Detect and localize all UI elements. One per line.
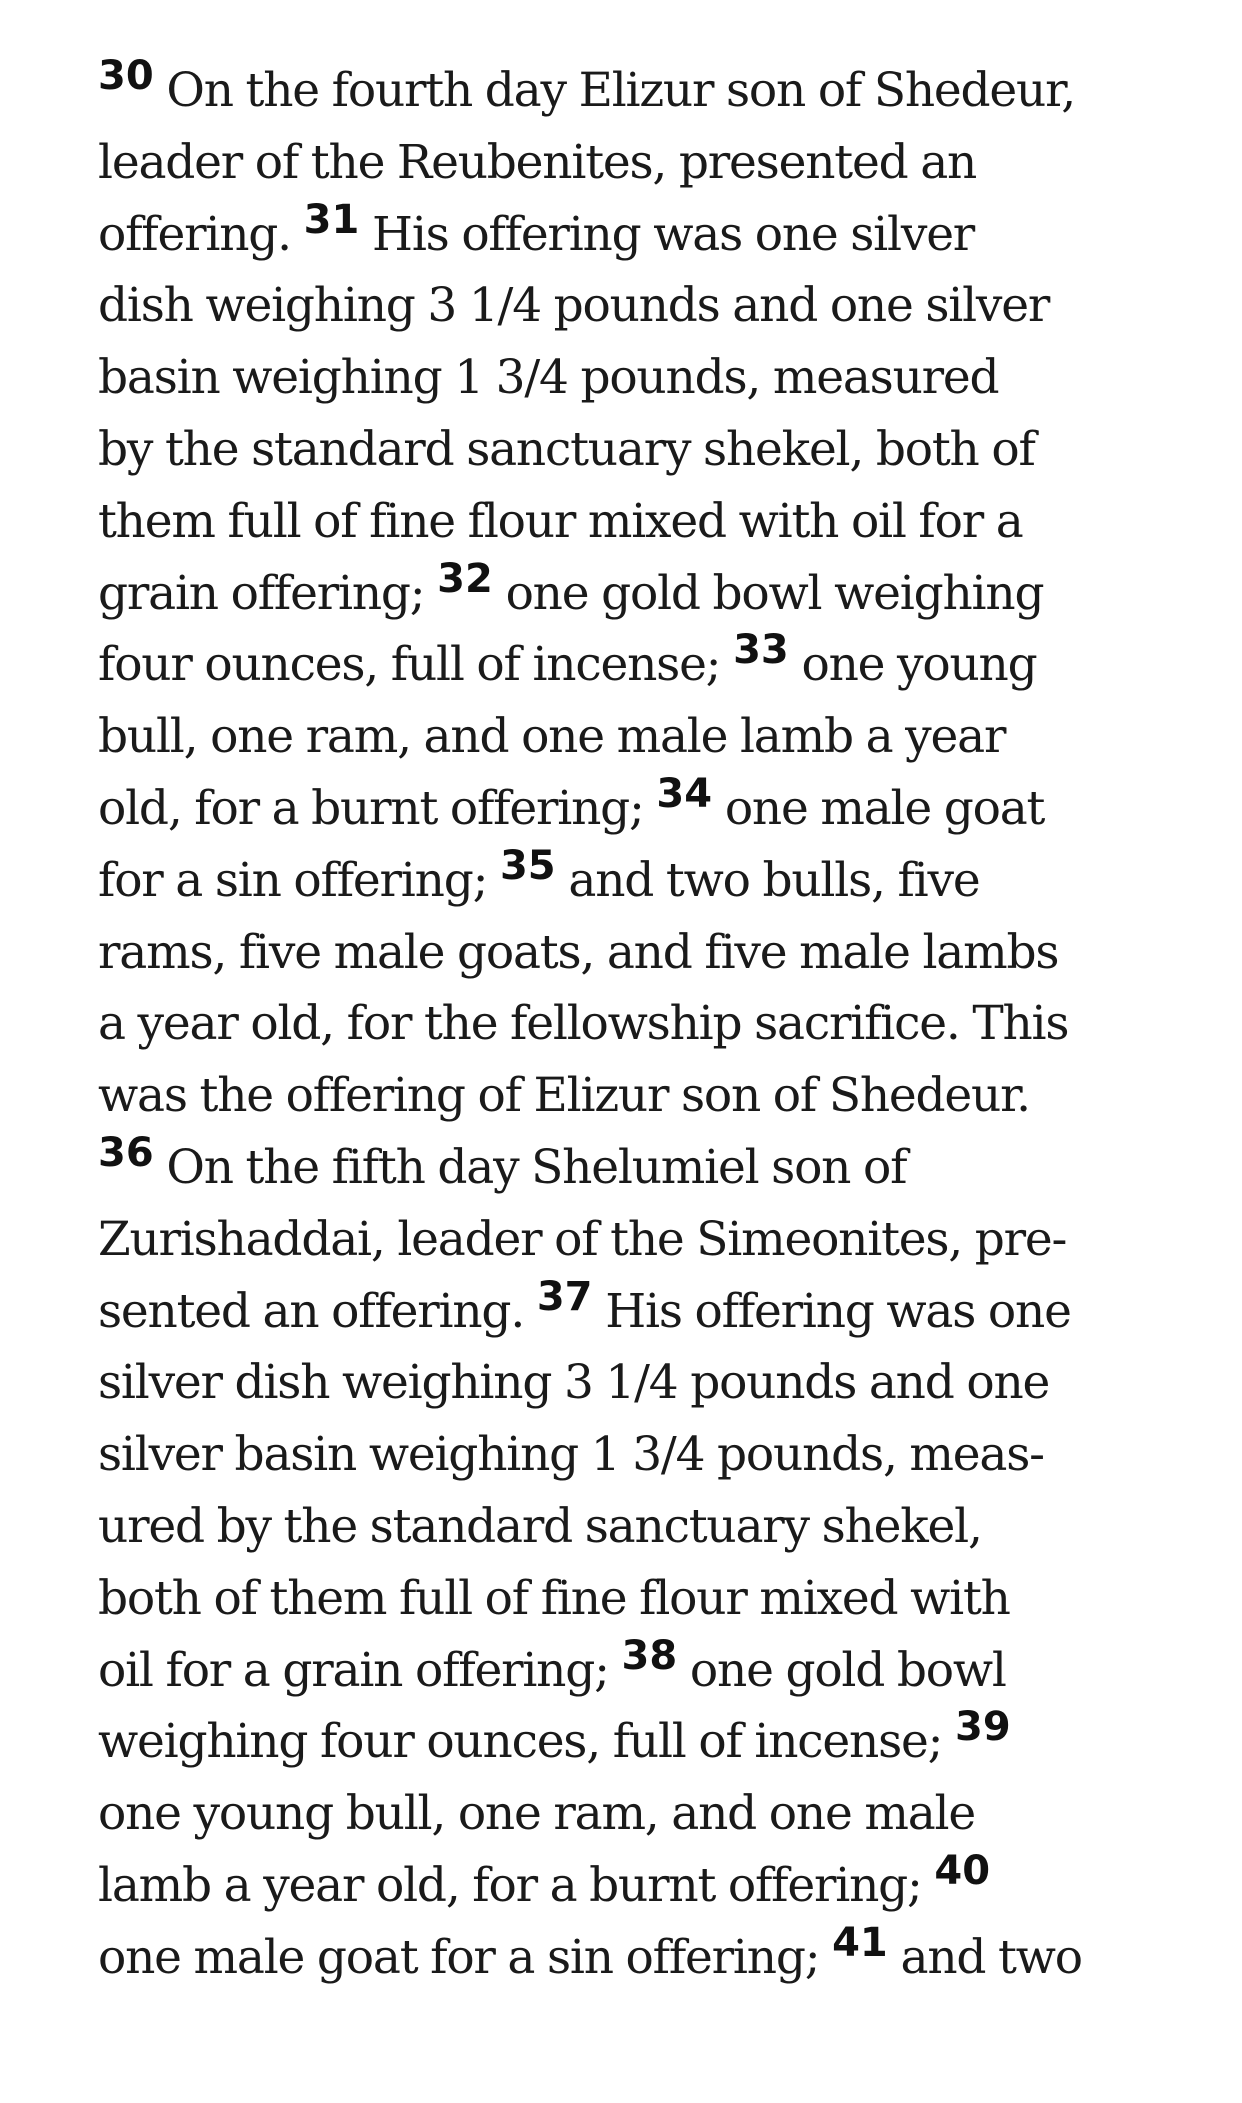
text-line	[98, 486, 1188, 558]
text-line	[98, 1419, 1188, 1491]
text-line	[98, 988, 1188, 1060]
verse-text: a year old, for the fellowship sacrifice. This	[98, 996, 1069, 1052]
verse-text: rams, five male goats, and five male lambs	[98, 924, 1059, 980]
text-line	[98, 555, 1188, 630]
verse-text: basin weighing 1 3/4 pounds, measured	[98, 350, 999, 406]
text-line	[98, 270, 1188, 342]
verse-number: 39	[955, 1704, 1011, 1751]
verse-text: weighing four ounces, full of incense;	[98, 1714, 956, 1770]
verse-number: 32	[437, 555, 493, 602]
text-line	[98, 414, 1188, 486]
verse-number: 37	[536, 1273, 593, 1320]
verse-number: 41	[832, 1919, 888, 1966]
verse-text: oil for a grain offering;	[98, 1642, 622, 1698]
text-line	[98, 1273, 1188, 1348]
verse-text: four ounces, full of incense;	[98, 637, 734, 693]
verse-number: 35	[499, 842, 556, 889]
text-line	[98, 1919, 1188, 1994]
text-line	[98, 1132, 1188, 1204]
verse-text: one male goat for a sin offering;	[98, 1929, 833, 1985]
verse-text: one young	[788, 637, 1037, 693]
verse-text: On the fourth day Elizur son of Shedeur,	[153, 63, 1075, 118]
verse-text: by the standard sanctuary shekel, both of	[98, 421, 1035, 477]
text-line	[98, 1706, 1188, 1778]
text-line	[98, 1204, 1188, 1276]
text-line	[98, 196, 1188, 271]
verse-text: His offering was one silver	[359, 206, 975, 262]
text-line	[98, 1632, 1188, 1707]
verse-number: 34	[656, 771, 713, 818]
text-line	[98, 701, 1188, 773]
verse-text: one gold bowl	[677, 1642, 1006, 1698]
text-line	[98, 773, 1188, 845]
verse-text: one male goat	[712, 780, 1045, 836]
verse-number: 31	[303, 196, 360, 243]
verse-text: and two	[887, 1929, 1082, 1985]
verse-text: On the fifth day Shelumiel son of	[153, 1139, 907, 1195]
paragraph	[98, 1132, 1188, 1994]
verse-text: old, for a burnt offering;	[98, 780, 657, 836]
text-line	[98, 127, 1188, 199]
text-line	[98, 842, 1188, 917]
verse-text: grain offering;	[98, 565, 438, 621]
verse-text: His offering was one	[592, 1283, 1071, 1339]
paragraph	[98, 55, 1188, 1132]
verse-text: one young bull, one ram, and one male	[98, 1786, 975, 1842]
text-line	[98, 1347, 1188, 1419]
text-line	[98, 1563, 1188, 1635]
text-line	[98, 1491, 1188, 1563]
verse-text: dish weighing 3 1/4 pounds and one silver	[98, 278, 1050, 334]
verse-text: for a sin offering;	[98, 852, 500, 908]
text-line	[98, 917, 1188, 989]
verse-text: and two bulls, five	[555, 852, 980, 908]
verse-text: both of them full of fine flour mixed with	[98, 1570, 1010, 1626]
text-line	[98, 1778, 1188, 1850]
verse-text: leader of the Reubenites, presented an	[98, 134, 977, 190]
verse-text: sented an offering.	[98, 1283, 537, 1339]
text-line	[98, 1850, 1188, 1922]
text-line	[98, 1060, 1188, 1132]
verse-text: silver dish weighing 3 1/4 pounds and one	[98, 1355, 1050, 1411]
verse-text: them full of fine flour mixed with oil for a	[98, 493, 1023, 549]
verse-number: 36	[98, 1130, 154, 1177]
verse-text: offering.	[98, 206, 304, 262]
verse-text: Zurishaddai, leader of the Simeonites, pre-	[98, 1211, 1067, 1267]
verse-number: 38	[621, 1632, 678, 1679]
text-line	[98, 55, 1188, 127]
verse-number: 33	[733, 627, 789, 674]
text-line	[98, 342, 1188, 414]
verse-text: ured by the standard sanctuary shekel,	[98, 1498, 982, 1554]
verse-text: lamb a year old, for a burnt offering;	[98, 1857, 935, 1913]
scripture-passage	[98, 55, 1188, 1994]
verse-text: silver basin weighing 1 3/4 pounds, meas-	[98, 1427, 1044, 1483]
text-line	[98, 629, 1188, 701]
verse-number: 40	[934, 1848, 991, 1895]
verse-number: 30	[98, 53, 154, 100]
verse-text: one gold bowl weighing	[492, 565, 1044, 621]
verse-text: was the offering of Elizur son of Shedeur.	[98, 1068, 1030, 1124]
verse-text: bull, one ram, and one male lamb a year	[98, 709, 1006, 765]
